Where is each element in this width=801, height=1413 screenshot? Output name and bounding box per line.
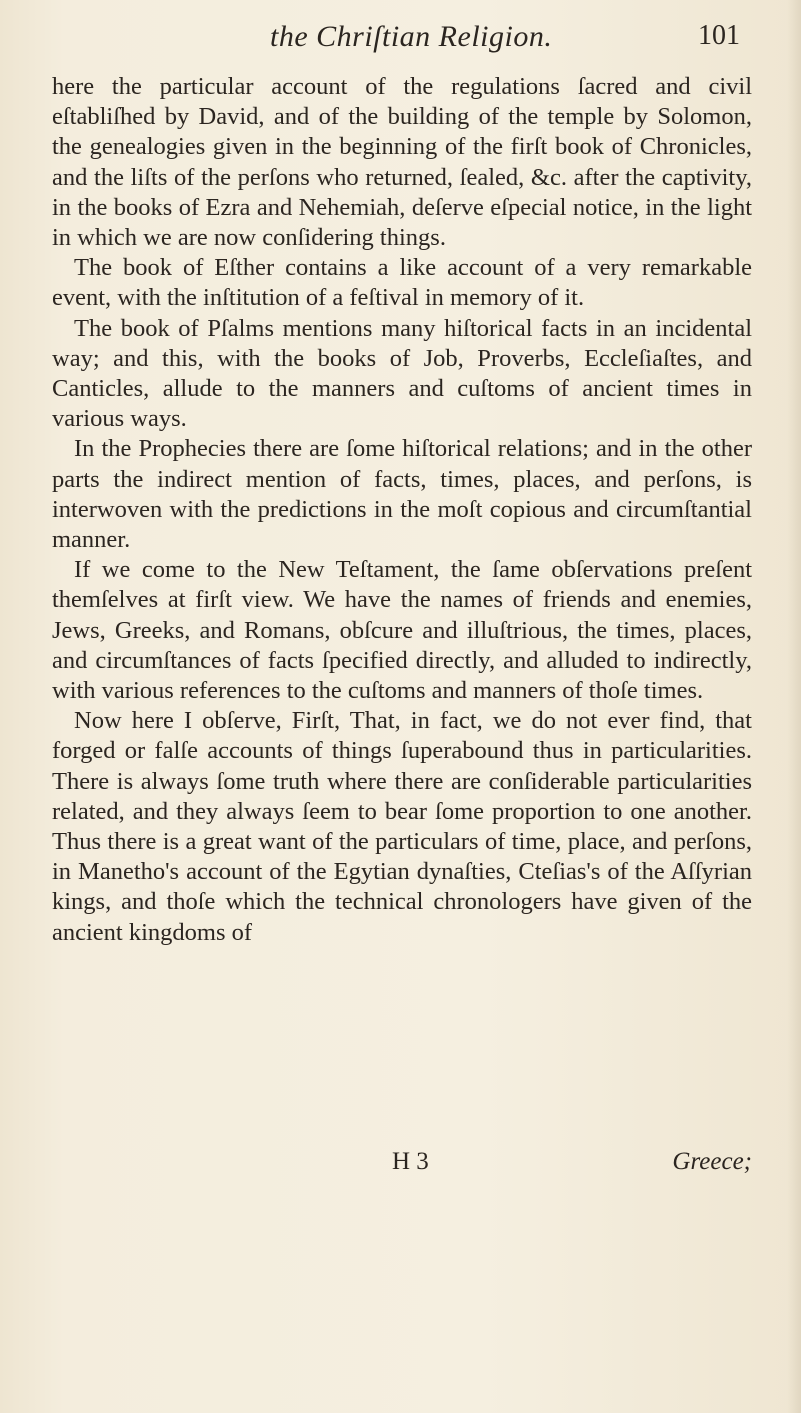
catchword: Greece; bbox=[672, 1148, 752, 1175]
paragraph: The book of Pſalms mentions many hiſtorical facts in an incidental way; and this, with the books of Job, Proverbs, Eccleſiaſtes, and Canticles, allude to the manners and cuſtoms of ancient times in various ways. bbox=[52, 314, 752, 433]
body-text bbox=[52, 72, 752, 948]
paragraph: Now here I obſerve, Firſt, That, in fact, we do not ever find, that forged or falſe accounts of things ſuperabound thus in particularities. There is always ſome truth where there are conſiderable particularities related, and they always ſeem to bear ſome proportion to one another. Thus there is a great want of the particulars of time, place, and perſons, in Manetho's account of the Egytian dynaſties, Cteſias's of the Aſſyrian kings, and thoſe which the technical chronologers have given of the ancient kingdoms of bbox=[52, 707, 752, 946]
paragraph: here the particular account of the regulations ſacred and civil eſtabliſhed by David, and of the building of the temple by Solomon, the genealogies given in the beginning of the firſt book of Chronicles, and the liſts of the perſons who returned, ſealed, &c. after the captivity, in the books of Ezra and Nehemiah, deſerve eſpecial notice, in the light in which we are now conſidering things. bbox=[52, 73, 752, 252]
paragraph: In the Prophecies there are ſome hiſtorical relations; and in the other parts the indirect mention of facts, times, places, and perſons, is interwoven with the predictions in the moſt copious and circumſtantial manner. bbox=[52, 435, 752, 554]
page-edge-shadow bbox=[787, 0, 801, 1413]
running-title: the Chriſtian Religion. bbox=[270, 20, 553, 53]
page-number: 101 bbox=[698, 20, 740, 51]
paragraph: If we come to the New Teſtament, the ſame obſervations preſent themſelves at firſt view. We have the names of friends and enemies, Jews, Greeks, and Romans, obſcure and illuſtrious, the times, places, and circumſtances of facts ſpecified directly, and alluded to indirectly, with various references to the cuſtoms and manners of thoſe times. bbox=[52, 556, 752, 705]
page-header bbox=[270, 20, 740, 60]
page-footer bbox=[52, 1148, 752, 1182]
paragraph: The book of Eſther contains a like account of a very remarkable event, with the inſtitution of a feſtival in memory of it. bbox=[52, 254, 752, 312]
signature-mark: H 3 bbox=[392, 1148, 429, 1175]
